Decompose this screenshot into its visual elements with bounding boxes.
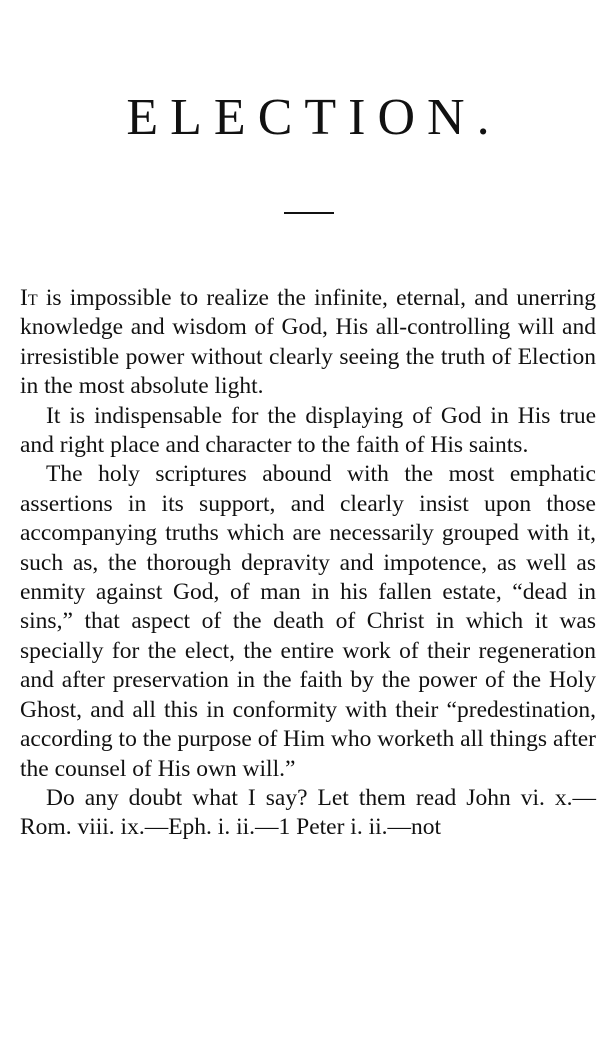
paragraph-4: Do any doubt what I say? Let them read John vi. x.—Rom. viii. ix.—Eph. i. ii.—1 Peter i. ii.—not [20,784,596,841]
chapter-body [20,284,596,843]
paragraph-2: It is indispensable for the displaying of God in His true and right place and character to the faith of His saints. [20,402,596,459]
paragraph-1-text: is impossible to realize the infinite, eternal, and unerring knowledge and wisdom of God, His all-controlling will and irresistible power without clearly seeing the truth of Election in the most absolute light. [20,285,596,400]
paragraph-1 [20,284,596,402]
paragraph-3: The holy scriptures abound with the most emphatic assertions in its support, and clearly insist upon those accompanying truths which are necessarily grouped with it, such as, the thorough depravity and impotence, as well as enmity against God, of man in his fallen estate, “dead in sins,” that aspect of the death of Christ in which it was specially for the elect, the entire work of their regeneration and after preservation in the faith by the power of the Holy Ghost, and all this in conformity with their “predestination, according to the purpose of Him who worketh all things after the counsel of His own will.” [20,461,596,782]
title-divider [284,212,334,214]
paragraph-1-lead: It [20,285,38,311]
chapter-title: ELECTION. [126,89,502,146]
